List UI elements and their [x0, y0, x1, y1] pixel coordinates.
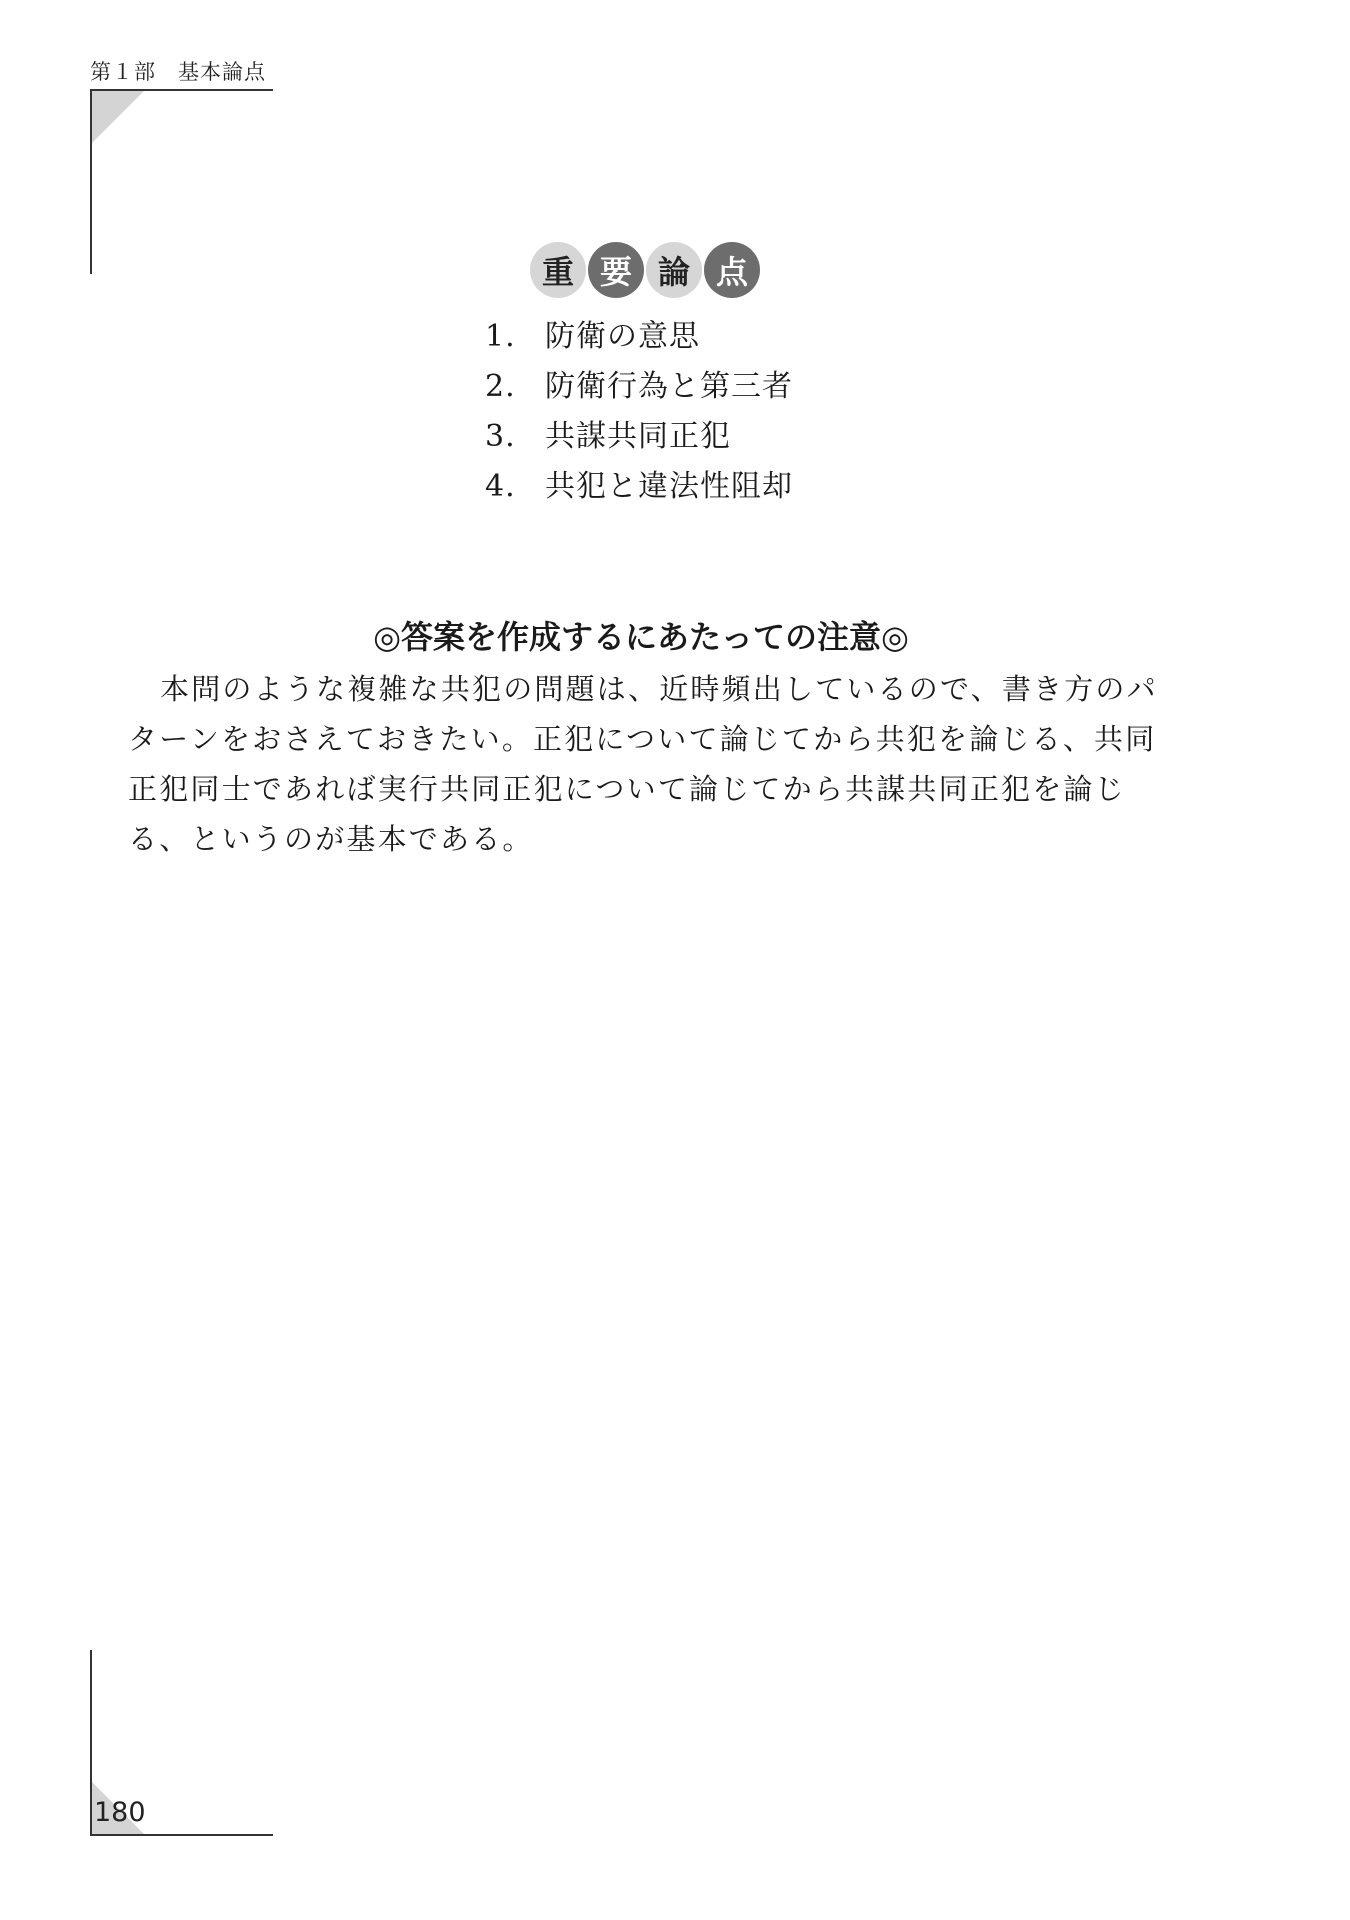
- title-badge-2: 要: [588, 242, 644, 298]
- top-corner-triangle: [92, 91, 144, 143]
- item-number: 3.: [485, 419, 516, 454]
- list-item: [485, 462, 793, 512]
- running-header: 第１部 基本論点: [90, 60, 266, 84]
- title-badge-3: 論: [646, 242, 702, 298]
- title-badge-4: 点: [704, 242, 760, 298]
- item-number: 1.: [485, 319, 516, 354]
- notes-body: 本問のような複雑な共犯の問題は、近時頻出しているので、書き方のパターンをおさえておきたい。正犯について論じてから共犯を論じる、共同正犯同士であれば実行共同正犯について論じてから共謀共同正犯を論じる、というのが基本である。: [128, 672, 1158, 856]
- item-text: 共謀共同正犯: [545, 419, 731, 454]
- item-number: 2.: [485, 369, 516, 404]
- item-number: 4.: [485, 469, 516, 504]
- list-item: [485, 362, 793, 412]
- item-text: 共犯と違法性阻却: [545, 469, 793, 504]
- key-points-list: [485, 312, 793, 512]
- item-text: 防衛行為と第三者: [545, 369, 793, 404]
- footer-rule: [90, 1834, 273, 1836]
- list-item: [485, 312, 793, 362]
- notes-heading: ◎答案を作成するにあたっての注意◎: [373, 618, 909, 656]
- list-item: [485, 412, 793, 462]
- title-badge-1: 重: [530, 242, 586, 298]
- key-points-title: [530, 242, 760, 298]
- item-text: 防衛の意思: [545, 319, 700, 354]
- page-number: 180: [94, 1797, 146, 1828]
